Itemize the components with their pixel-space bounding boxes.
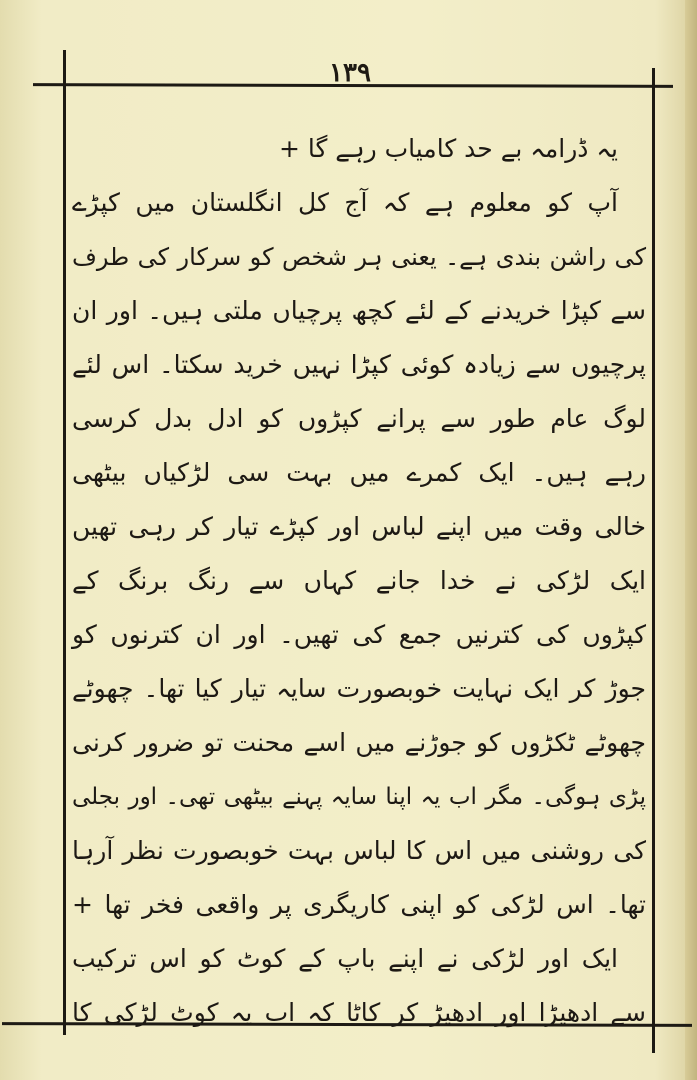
text-line: آپ کو معلوم ہے کہ آج کل انگلستان میں کپڑے	[72, 188, 618, 217]
left-border-rule	[63, 50, 66, 1035]
text-line: یہ ڈرامہ بے حد کامیاب رہے گا +	[278, 134, 618, 163]
text-line: چھوٹے ٹکڑوں کو جوڑنے میں اسے محنت تو ضرور کرنی	[72, 728, 646, 757]
text-line: خالی وقت میں اپنے لباس اور کپڑے تیار کر رہی تھیں	[72, 512, 646, 541]
right-border-rule	[652, 68, 655, 1053]
text-line: کی راشن بندی ہے۔ یعنی ہر شخص کو سرکار کی طرف	[72, 243, 646, 271]
page-edge-shadow	[685, 0, 697, 1080]
text-line: تھا۔ اس لڑکی کو اپنی کاریگری پر واقعی فخر تھا +	[72, 890, 646, 919]
text-line: لوگ عام طور سے پرانے کپڑوں کو ادل بدل کرسی	[72, 404, 646, 433]
text-line: کپڑوں کی کترنیں جمع کی تھیں۔ اور ان کترنوں کو	[72, 620, 646, 649]
text-line: جوڑ کر ایک نہایت خوبصورت سایہ تیار کیا تھا۔ چھوٹے	[72, 674, 646, 703]
text-line: سے ادھیڑا اور ادھیڑ کر کاٹا کہ اب یہ کوٹ لڑکی کا	[72, 998, 646, 1027]
text-line: کی روشنی میں اس کا لباس بہت خوبصورت نظر آرہا	[72, 836, 646, 865]
text-line: پڑی ہوگی۔ مگر اب یہ اپنا سایہ پہنے بیٹھی تھی۔ اور بجلی	[72, 784, 646, 810]
text-line: ایک لڑکی نے خدا جانے کہاں سے رنگ برنگ کے	[72, 566, 646, 595]
page-number: ۱۳۹	[329, 58, 371, 88]
body-text	[72, 122, 646, 1040]
text-line: پرچیوں سے زیادہ کوئی کپڑا نہیں خرید سکتا۔ اس لئے	[72, 350, 646, 379]
text-line: سے کپڑا خریدنے کے لئے کچھ پرچیاں ملتی ہیں۔ اور ان	[72, 296, 646, 325]
text-line: رہے ہیں۔ ایک کمرے میں بہت سی لڑکیاں بیٹھی	[72, 458, 646, 487]
text-line: ایک اور لڑکی نے اپنے باپ کے کوٹ کو اس ترکیب	[72, 944, 618, 973]
